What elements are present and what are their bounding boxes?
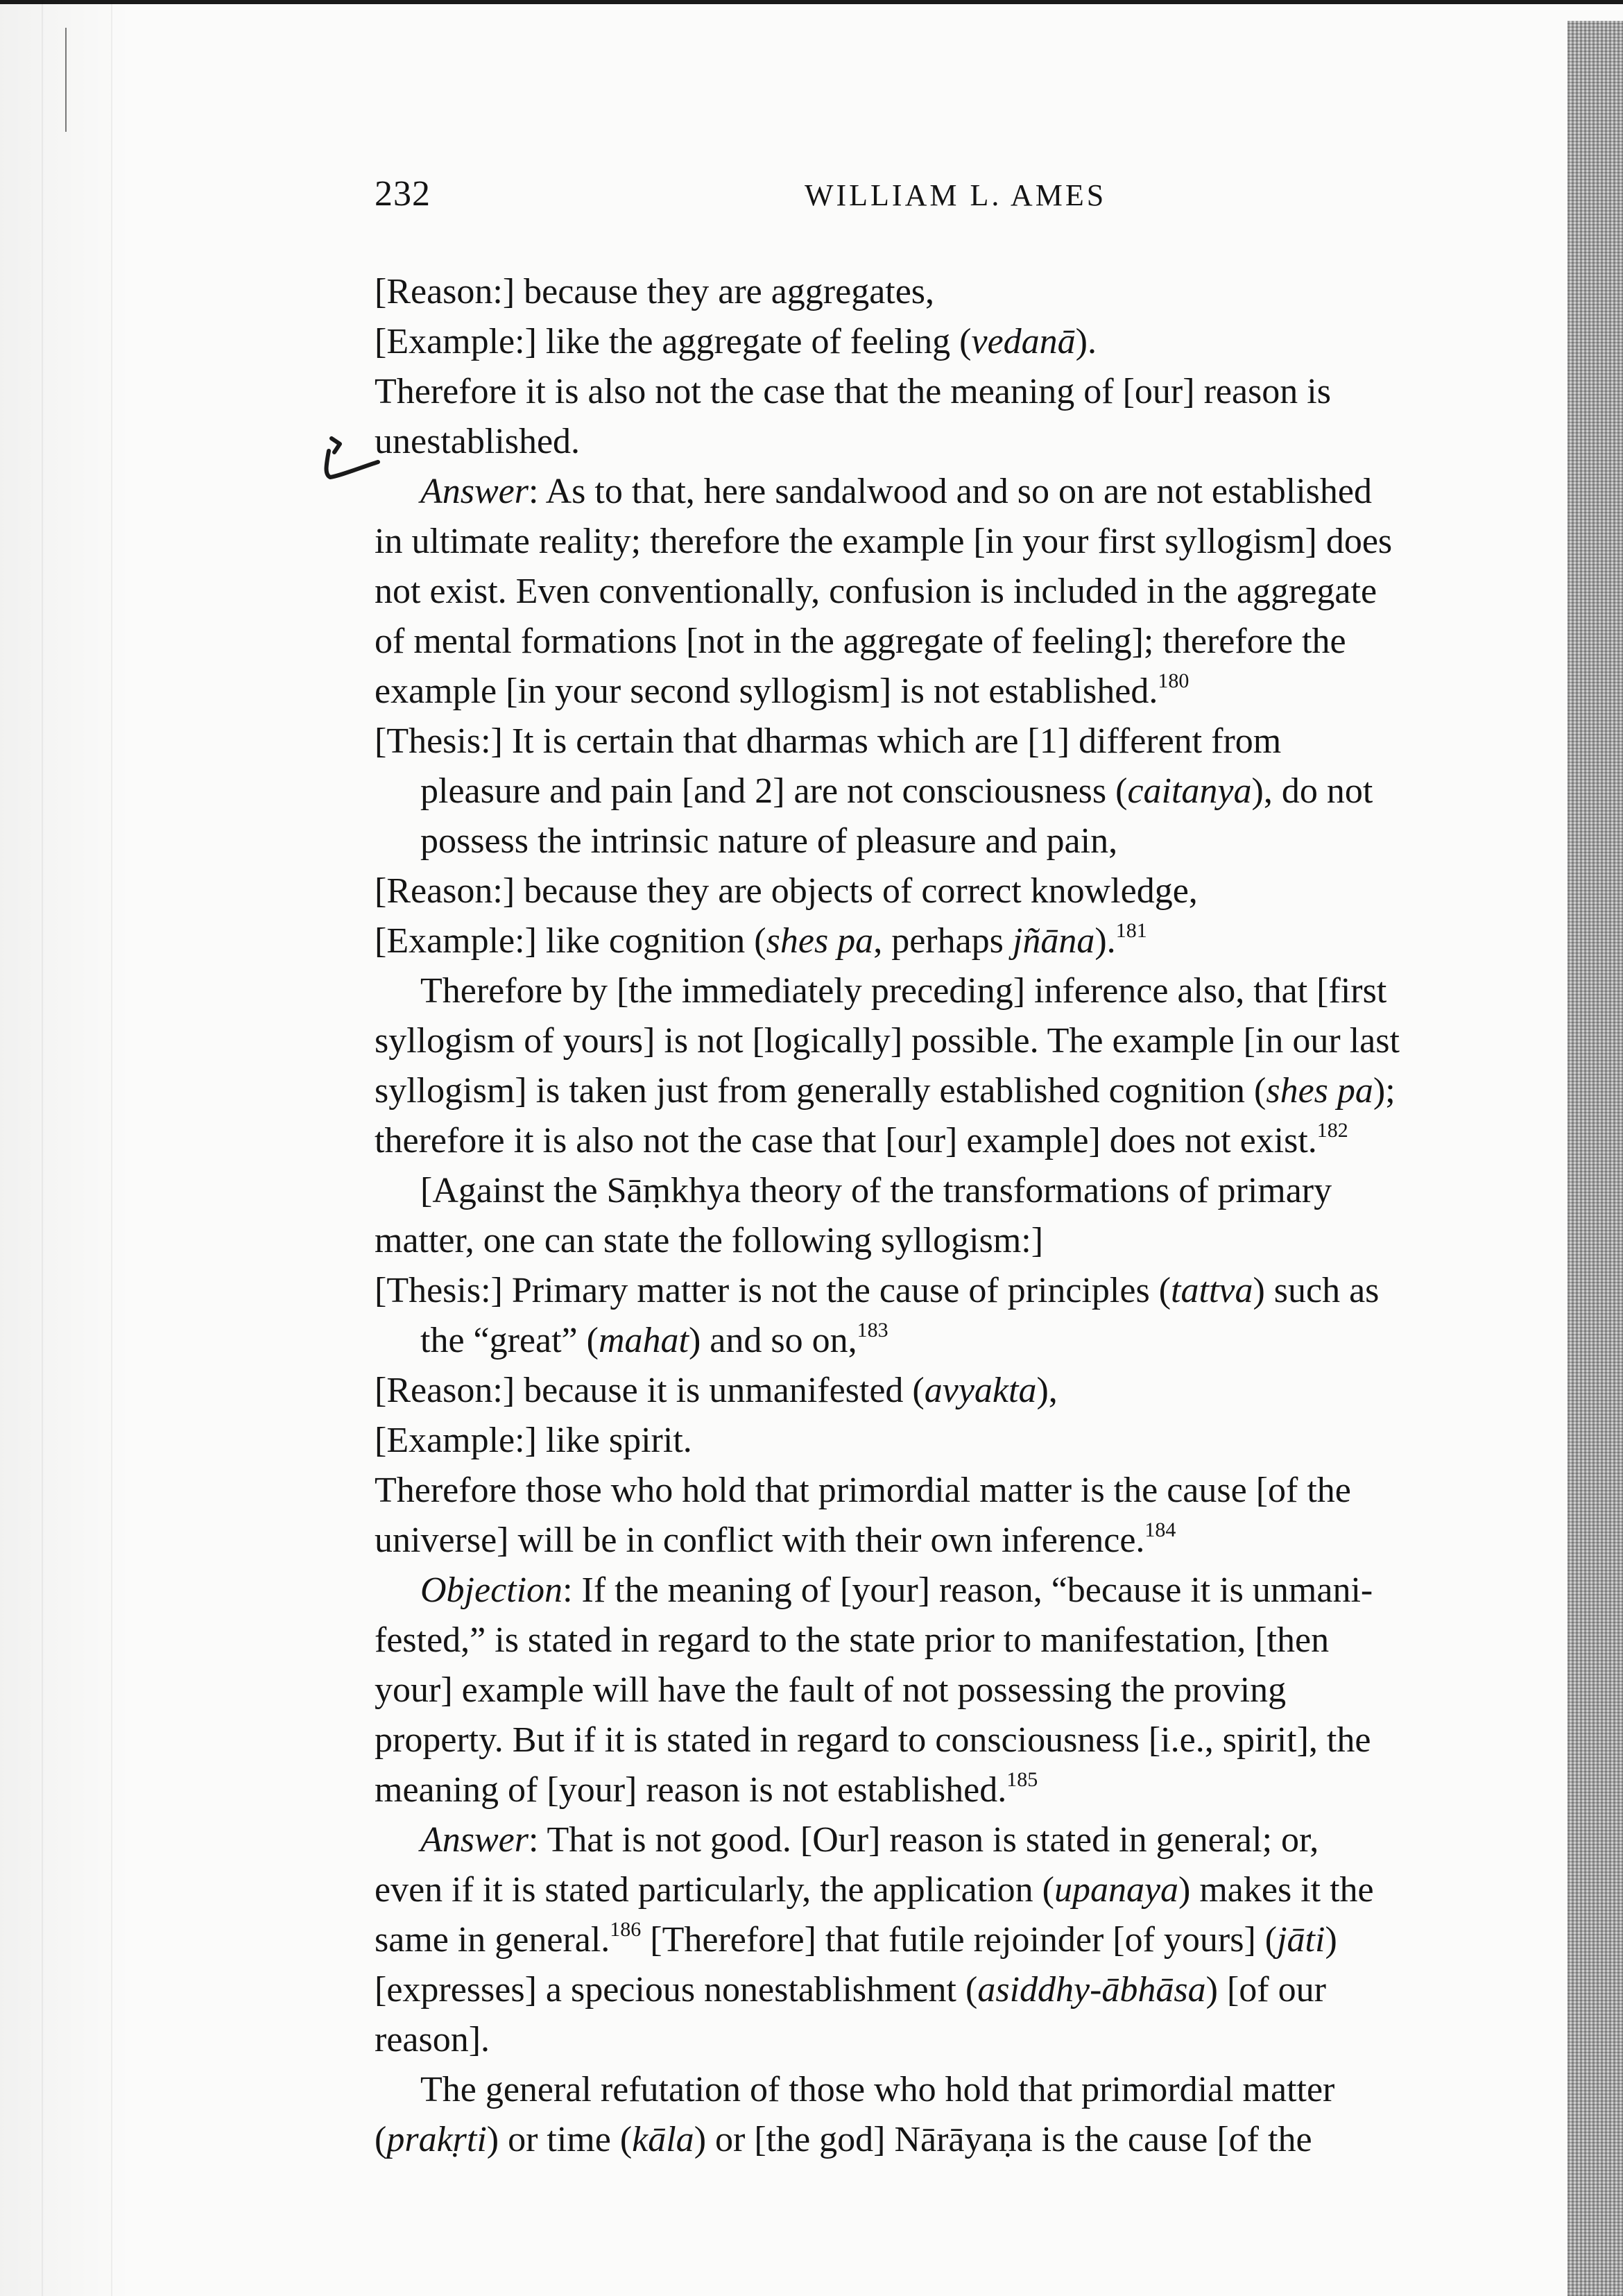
text-line: Therefore it is also not the case that the meaning of [our] reason is xyxy=(375,372,1331,411)
running-head-author: WILLIAM L. AMES xyxy=(805,178,1107,212)
text-line: Objection: If the meaning of [your] reason, “because it is unmani- xyxy=(420,1570,1373,1610)
text-line: [Reason:] because they are aggregates, xyxy=(375,272,935,311)
text-line: The general refutation of those who hold that primordial matter xyxy=(420,2070,1335,2109)
text-line: matter, one can state the following syllogism:] xyxy=(375,1221,1044,1260)
text-line: possess the intrinsic nature of pleasure and pain, xyxy=(420,821,1118,861)
text-line: in ultimate reality; therefore the example [in your first syllogism] does xyxy=(375,522,1393,561)
text-line: [Thesis:] Primary matter is not the cause of principles (tattva) such as xyxy=(375,1271,1380,1310)
text-line: Answer: As to that, here sandalwood and so on are not established xyxy=(420,472,1372,511)
text-line: meaning of [your] reason is not established.$^{185}$ xyxy=(375,1768,1038,1810)
text-line: [Example:] like cognition (shes pa, perhaps jñāna).$^{181}$ xyxy=(375,919,1147,961)
text-line: the “great” (mahat) and so on,$^{183}$ xyxy=(420,1319,888,1360)
page-number: 232 xyxy=(375,174,431,214)
text-line: (prakṛti) or time (kāla) or [the god] Nārāyaṇa is the cause [of the xyxy=(375,2120,1312,2159)
text-line: reason]. xyxy=(375,2020,490,2059)
text-line: not exist. Even conventionally, confusion is included in the aggregate xyxy=(375,572,1377,611)
body-text xyxy=(375,267,1561,2165)
text-line: therefore it is also not the case that [our] example] does not exist.$^{182}$ xyxy=(375,1119,1348,1160)
text-line: syllogism of yours] is not [logically] possible. The example [in our last xyxy=(375,1021,1400,1061)
top-edge-rule xyxy=(0,0,1623,4)
text-line: [Reason:] because it is unmanifested (avyakta), xyxy=(375,1371,1058,1410)
text-line: pleasure and pain [and 2] are not consciousness (caitanya), do not xyxy=(420,771,1373,811)
text-line: [Example:] like the aggregate of feeling (vedanā). xyxy=(375,322,1097,361)
text-line: [Thesis:] It is certain that dharmas which are [1] different from xyxy=(375,721,1282,761)
text-line: [expresses] a specious nonestablishment (asiddhy-ābhāsa) [of our xyxy=(375,1970,1326,2010)
text-line: your] example will have the fault of not possessing the proving xyxy=(375,1670,1287,1710)
text-line: fested,” is stated in regard to the state prior to manifestation, [then xyxy=(375,1620,1330,1660)
text-line: even if it is stated particularly, the application (upanaya) makes it the xyxy=(375,1870,1374,1910)
text-line: universe] will be in conflict with their own inference.$^{184}$ xyxy=(375,1518,1176,1560)
text-line: same in general.$^{186}$ [Therefore] that futile rejoinder [of yours] (jāti) xyxy=(375,1918,1337,1960)
text-line: unestablished. xyxy=(375,422,581,461)
text-line: [Example:] like spirit. xyxy=(375,1421,692,1460)
text-line: Therefore those who hold that primordial matter is the cause [of the xyxy=(375,1471,1351,1510)
text-line: [Reason:] because they are objects of correct knowledge, xyxy=(375,871,1198,911)
scan-left-margin-noise xyxy=(0,0,132,2296)
text-line: Therefore by [the immediately preceding] inference also, that [first xyxy=(420,971,1387,1011)
scan-left-margin-line xyxy=(65,28,67,132)
running-head xyxy=(375,173,1554,229)
text-line: example [in your second syllogism] is not established.$^{180}$ xyxy=(375,669,1190,711)
text-line: [Against the Sāṃkhya theory of the transformations of primary xyxy=(420,1171,1332,1210)
text-line: of mental formations [not in the aggregate of feeling]; therefore the xyxy=(375,622,1346,661)
text-line: syllogism] is taken just from generally established cognition (shes pa); xyxy=(375,1071,1396,1111)
text-line: Answer: That is not good. [Our] reason is stated in general; or, xyxy=(420,1820,1319,1860)
text-line: property. But if it is stated in regard to consciousness [i.e., spirit], the xyxy=(375,1720,1371,1760)
scan-page-edge-shadow xyxy=(1568,21,1623,2296)
